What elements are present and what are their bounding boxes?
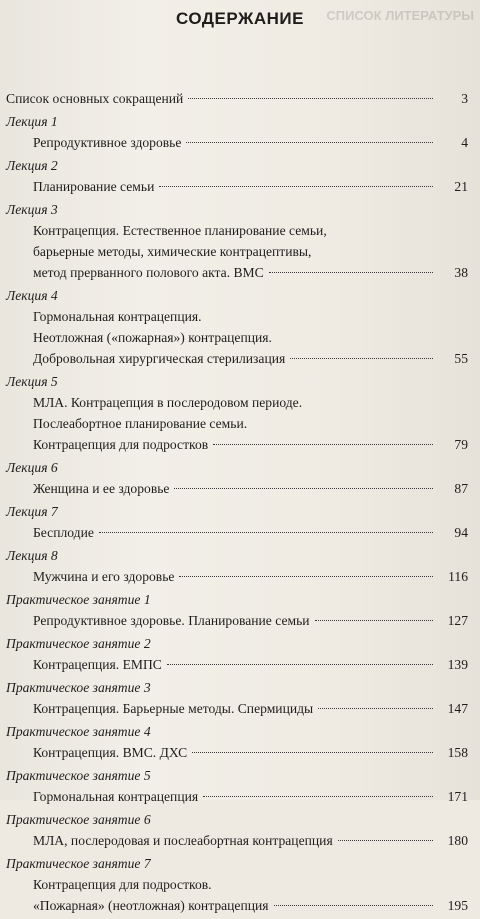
toc-entry-label: Практическое занятие 2 — [6, 636, 151, 651]
toc-entry-page-number: 38 — [454, 265, 468, 280]
toc-entry-label: Практическое занятие 6 — [6, 812, 151, 827]
toc-entry-page-number: 171 — [447, 789, 468, 804]
toc-entry-title-line: метод прерванного полового акта. ВМС — [33, 265, 264, 280]
toc-entry-label: Практическое занятие 4 — [6, 724, 151, 739]
toc-entry-title-line: Добровольная хирургическая стерилизация — [33, 351, 286, 366]
dot-leader — [159, 186, 433, 187]
toc-entry-title-line: Контрацепция для подростков — [33, 437, 209, 452]
toc-entry[interactable] — [6, 156, 468, 197]
toc-entry-title-line: Репродуктивное здоровье. Планирование семьи — [33, 613, 310, 628]
toc-entry[interactable] — [6, 286, 468, 369]
toc-entry-title-line: Женщина и ее здоровье — [33, 481, 170, 496]
toc-entry[interactable] — [6, 678, 468, 719]
toc-entry-title-line: МЛА. Контрацепция в послеродовом периоде. — [33, 395, 303, 410]
toc-entry-label: Лекция 6 — [6, 460, 58, 475]
toc-entry-title-line: МЛА, послеродовая и послеабортная контрацепция — [33, 833, 333, 848]
toc-entry[interactable] — [6, 854, 468, 916]
dot-leader — [186, 142, 433, 143]
toc-entry[interactable] — [6, 546, 468, 587]
toc-entry-label: Лекция 7 — [6, 504, 58, 519]
toc-entry-title-line: барьерные методы, химические контрацептивы, — [33, 244, 312, 259]
toc-entry-title-line: Планирование семьи — [33, 179, 155, 194]
toc-entry-page-number: 21 — [454, 179, 468, 194]
dot-leader — [269, 272, 433, 273]
toc-entry-page-number: 4 — [461, 135, 468, 150]
dot-leader — [318, 708, 433, 709]
toc-entry[interactable] — [6, 590, 468, 631]
toc-entry[interactable] — [6, 112, 468, 153]
toc-entry-page-number: 127 — [447, 613, 468, 628]
toc-entry-title-line: Неотложная («пожарная») контрацепция. — [33, 330, 272, 345]
toc-entry-title-line: Контрацепция. ВМС. ДХС — [33, 745, 188, 760]
toc-entry[interactable] — [6, 722, 468, 763]
table-of-contents — [6, 88, 468, 919]
dot-leader — [179, 576, 433, 577]
toc-entry-title-line: Контрацепция. Барьерные методы. Спермициды — [33, 701, 314, 716]
page-title: СОДЕРЖАНИЕ — [176, 9, 304, 28]
toc-entry-label: Практическое занятие 7 — [6, 856, 151, 871]
toc-entry-title-line: Гормональная контрацепция. — [33, 309, 202, 324]
dot-leader — [203, 796, 433, 797]
toc-entry[interactable] — [6, 766, 468, 807]
toc-entry[interactable] — [6, 810, 468, 851]
toc-entry[interactable] — [6, 200, 468, 283]
toc-entry-label: Лекция 1 — [6, 114, 58, 129]
toc-entry-title-line: Контрацепция для подростков. — [33, 877, 212, 892]
toc-entry-title-line: Список основных сокращений — [6, 91, 184, 106]
toc-entry-page-number: 79 — [454, 437, 468, 452]
toc-entry-page-number: 180 — [447, 833, 468, 848]
dot-leader — [213, 444, 433, 445]
toc-entry[interactable] — [6, 458, 468, 499]
toc-entry-title-line: Контрацепция. Естественное планирование семьи, — [33, 223, 327, 238]
toc-entry-title-line: Послеабортное планирование семьи. — [33, 416, 248, 431]
toc-entry-title-line: Мужчина и его здоровье — [33, 569, 175, 584]
dot-leader — [274, 905, 433, 906]
toc-entry-page-number: 147 — [447, 701, 468, 716]
toc-entry-page-number: 195 — [447, 898, 468, 913]
toc-entry-page-number: 55 — [454, 351, 468, 366]
toc-entry-page-number: 116 — [448, 569, 468, 584]
toc-entry[interactable] — [6, 88, 468, 109]
toc-entry-label: Лекция 2 — [6, 158, 58, 173]
dot-leader — [192, 752, 433, 753]
toc-entry-label: Практическое занятие 3 — [6, 680, 151, 695]
dot-leader — [174, 488, 433, 489]
toc-entry[interactable] — [6, 634, 468, 675]
toc-entry-title-line: Гормональная контрацепция — [33, 789, 199, 804]
toc-entry-page-number: 87 — [454, 481, 468, 496]
toc-entry-page-number: 158 — [447, 745, 468, 760]
toc-entry[interactable] — [6, 372, 468, 455]
toc-entry-title-line: Бесплодие — [33, 525, 94, 540]
dot-leader — [188, 98, 433, 99]
dot-leader — [315, 620, 433, 621]
toc-entry-label: Лекция 3 — [6, 202, 58, 217]
toc-entry-page-number: 139 — [447, 657, 468, 672]
toc-entry-page-number: 94 — [454, 525, 468, 540]
toc-entry-label: Лекция 8 — [6, 548, 58, 563]
toc-entry-label: Практическое занятие 1 — [6, 592, 151, 607]
toc-entry-label: Практическое занятие 5 — [6, 768, 151, 783]
toc-entry-title-line: Контрацепция. ЕМПС — [33, 657, 162, 672]
toc-entry-page-number: 3 — [461, 91, 468, 106]
dot-leader — [167, 664, 433, 665]
bleed-through-text: СПИСОК ЛИТЕРАТУРЫ — [326, 8, 474, 23]
toc-entry-label: Лекция 5 — [6, 374, 58, 389]
dot-leader — [99, 532, 433, 533]
toc-entry[interactable] — [6, 502, 468, 543]
toc-entry-label: Лекция 4 — [6, 288, 58, 303]
toc-entry-title-line: Репродуктивное здоровье — [33, 135, 182, 150]
toc-entry-title-line: «Пожарная» (неотложная) контрацепция — [33, 898, 269, 913]
dot-leader — [290, 358, 433, 359]
dot-leader — [338, 840, 433, 841]
